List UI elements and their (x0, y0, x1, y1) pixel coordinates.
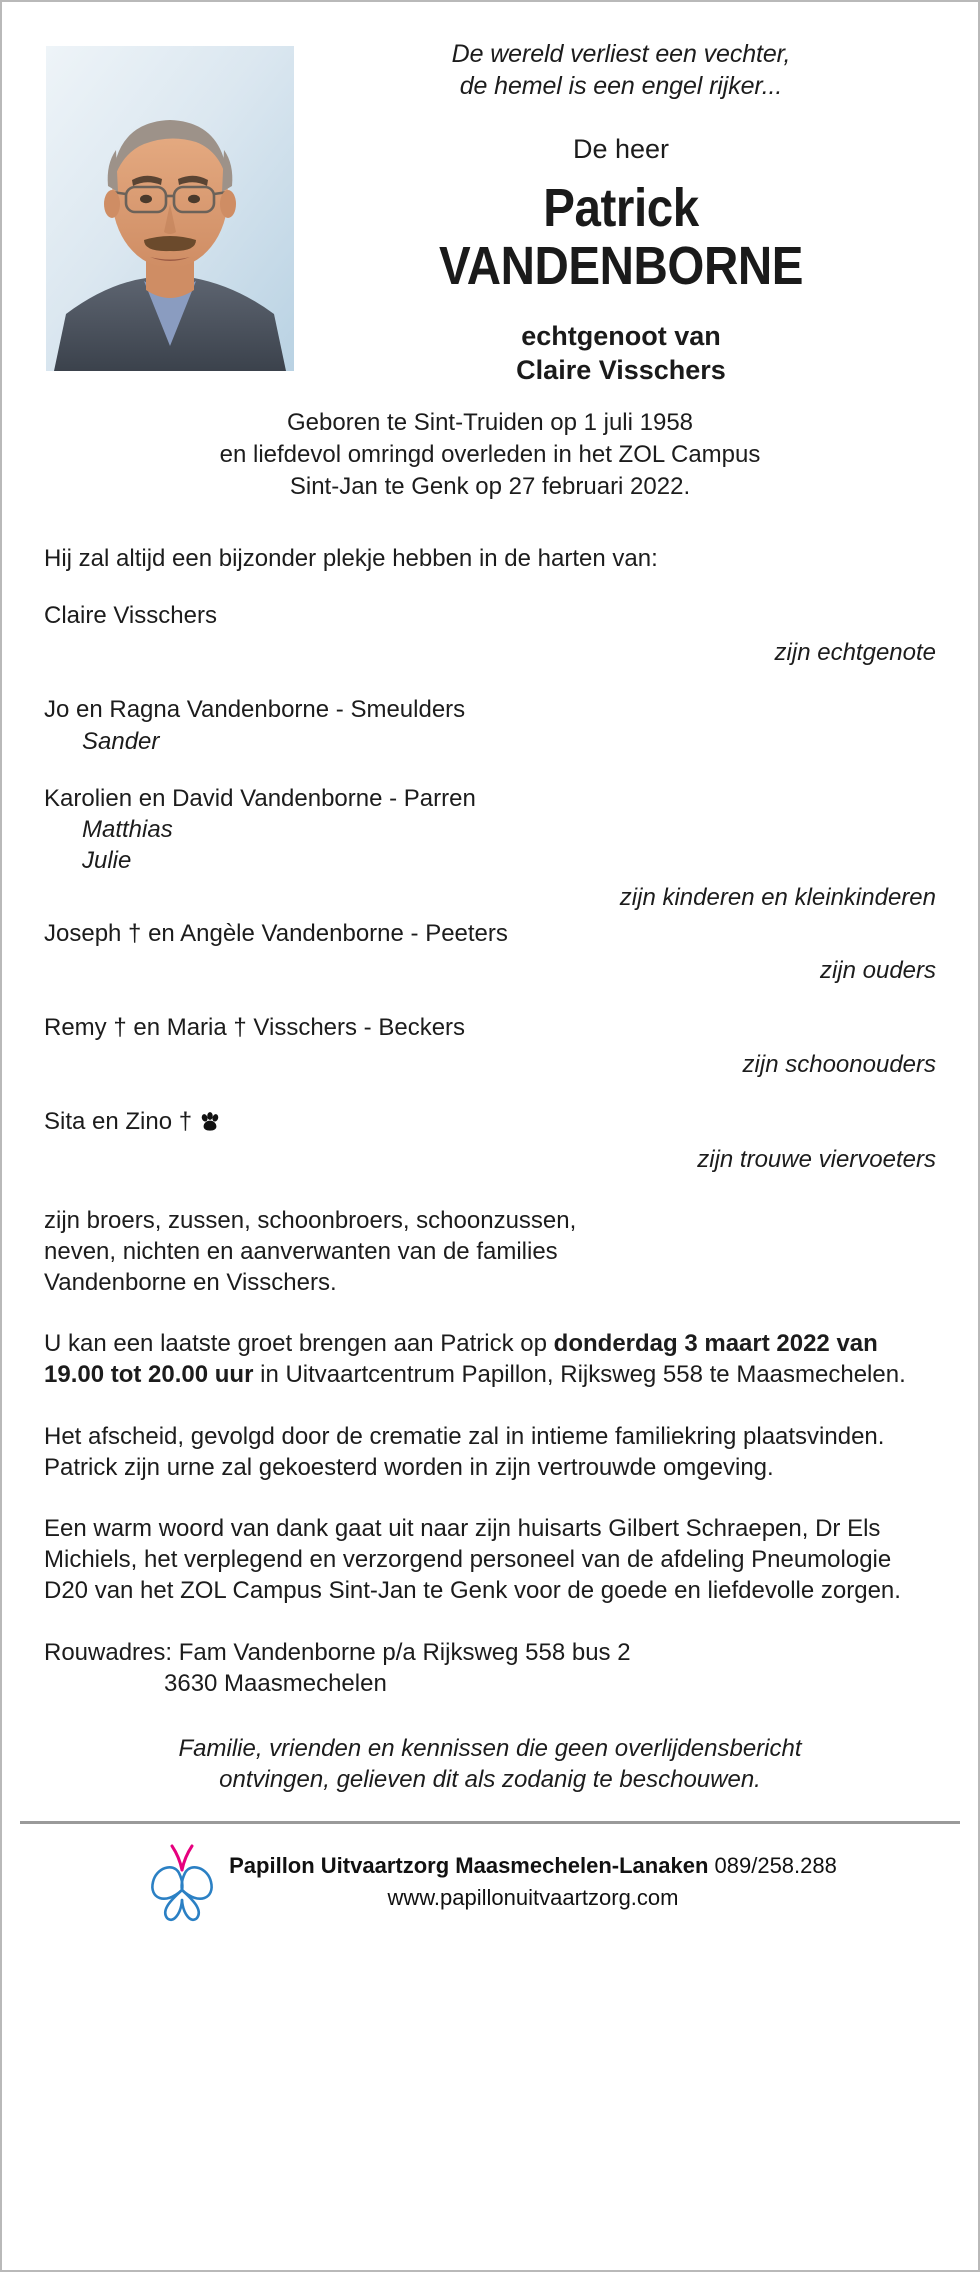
family-role: zijn kinderen en kleinkinderen (619, 884, 936, 912)
family-group-pets (44, 1106, 936, 1174)
relatives-paragraph (44, 1205, 936, 1299)
visitation-datetime: donderdag 3 maart 2022 van 19.00 tot 20.00 uur (44, 1330, 878, 1389)
family-group-spouse (44, 600, 936, 668)
family-group-child-1 (44, 694, 936, 756)
relatives-line-2: neven, nichten en aanverwanten van de families (44, 1237, 558, 1265)
mourning-address (44, 1637, 936, 1699)
epitaph (298, 38, 944, 102)
family-name: Claire Visschers (44, 602, 217, 630)
lifespan (2, 407, 978, 503)
name-block (294, 32, 956, 387)
paw-print-icon (199, 1109, 221, 1129)
spouse-name: Claire Visschers (516, 354, 726, 385)
relatives-line-1: zijn broers, zussen, schoonbroers, schoonzussen, (44, 1206, 577, 1234)
pet-names-row (44, 1106, 936, 1137)
epitaph-line-2: de hemel is een engel rijker... (459, 72, 783, 100)
family-role: zijn ouders (819, 956, 936, 984)
closing-line-1: Familie, vrienden en kennissen die geen overlijdensbericht (178, 1734, 802, 1762)
spouse-label: echtgenoot van (521, 321, 721, 352)
family-role: zijn echtgenote (774, 639, 936, 667)
butterfly-logo-icon (143, 1840, 221, 1924)
footer-phone: 089/258.288 (714, 1853, 837, 1879)
cremation-paragraph: Het afscheid, gevolgd door de crematie zal in intieme familiekring plaatsvinden. Patrick zijn urne zal gekoesterd worden in zijn vertrouwde omgeving. (44, 1422, 885, 1481)
mourning-address-line-2: 3630 Maasmechelen (164, 1669, 387, 1697)
footer-company-line (229, 1853, 837, 1879)
grandchild-name: Julie (82, 847, 132, 875)
portrait-photo (46, 46, 294, 371)
death-line-1: en liefdevol omringd overleden in het ZOL Campus (219, 441, 761, 469)
family-group-child-2 (44, 783, 936, 914)
first-name: Patrick (543, 178, 699, 238)
family-group-parents-in-law (44, 1012, 936, 1080)
family-role: zijn trouwe viervoeters (697, 1145, 936, 1173)
relatives-line-3: Vandenborne en Visschers. (44, 1269, 337, 1297)
family-group-parents (44, 918, 936, 986)
visitation-text-post: in Uitvaartcentrum Papillon, Rijksweg 558 te Maasmechelen. (253, 1361, 906, 1389)
family-name: Remy † en Maria † Visschers - Beckers (44, 1013, 466, 1041)
family-name: Joseph † en Angèle Vandenborne - Peeters (44, 919, 508, 947)
intro-text: Hij zal altijd een bijzonder plekje hebben in de harten van: (44, 544, 658, 572)
mourning-address-line-1: Rouwadres: Fam Vandenborne p/a Rijksweg 558 bus 2 (44, 1638, 631, 1666)
closing-note (44, 1733, 936, 1795)
grandchild-name: Matthias (82, 816, 173, 843)
epitaph-line-1: De wereld verliest een vechter, (451, 40, 791, 68)
spouse-block (298, 320, 944, 387)
family-name: Karolien en David Vandenborne - Parren (44, 784, 476, 812)
footer-contact (229, 1853, 837, 1911)
thanks-paragraph: Een warm woord van dank gaat uit naar zijn huisarts Gilbert Schraepen, Dr Els Michiels, het verplegend en verzorgend personeel van de afdeling Pneumologie D20 van het ZOL Campus Sint-Jan te Genk voor de goede en liefdevolle zorgen. (44, 1515, 901, 1605)
death-line-2: Sint-Jan te Genk op 27 februari 2022. (289, 472, 691, 500)
card-body (2, 543, 978, 1795)
card-footer (2, 1824, 978, 1924)
visitation-text-pre: U kan een laatste groet brengen aan Patrick op (44, 1330, 554, 1358)
family-name: Sita en Zino † (44, 1108, 193, 1136)
visitation-paragraph (44, 1328, 936, 1390)
birth-line: Geboren te Sint-Truiden op 1 juli 1958 (286, 409, 694, 437)
salutation: De heer (572, 134, 670, 164)
family-name: Jo en Ragna Vandenborne - Smeulders (44, 696, 466, 724)
closing-line-2: ontvingen, gelieven dit als zodanig te beschouwen. (219, 1766, 761, 1794)
grandchild-name: Sander (82, 727, 160, 755)
footer-company-name: Papillon Uitvaartzorg Maasmechelen-Lanaken (229, 1853, 709, 1879)
card-header (2, 2, 978, 387)
footer-website[interactable]: www.papillonuitvaartzorg.com (387, 1885, 679, 1911)
last-name: VANDENBORNE (439, 235, 803, 296)
family-role: zijn schoonouders (742, 1051, 936, 1079)
